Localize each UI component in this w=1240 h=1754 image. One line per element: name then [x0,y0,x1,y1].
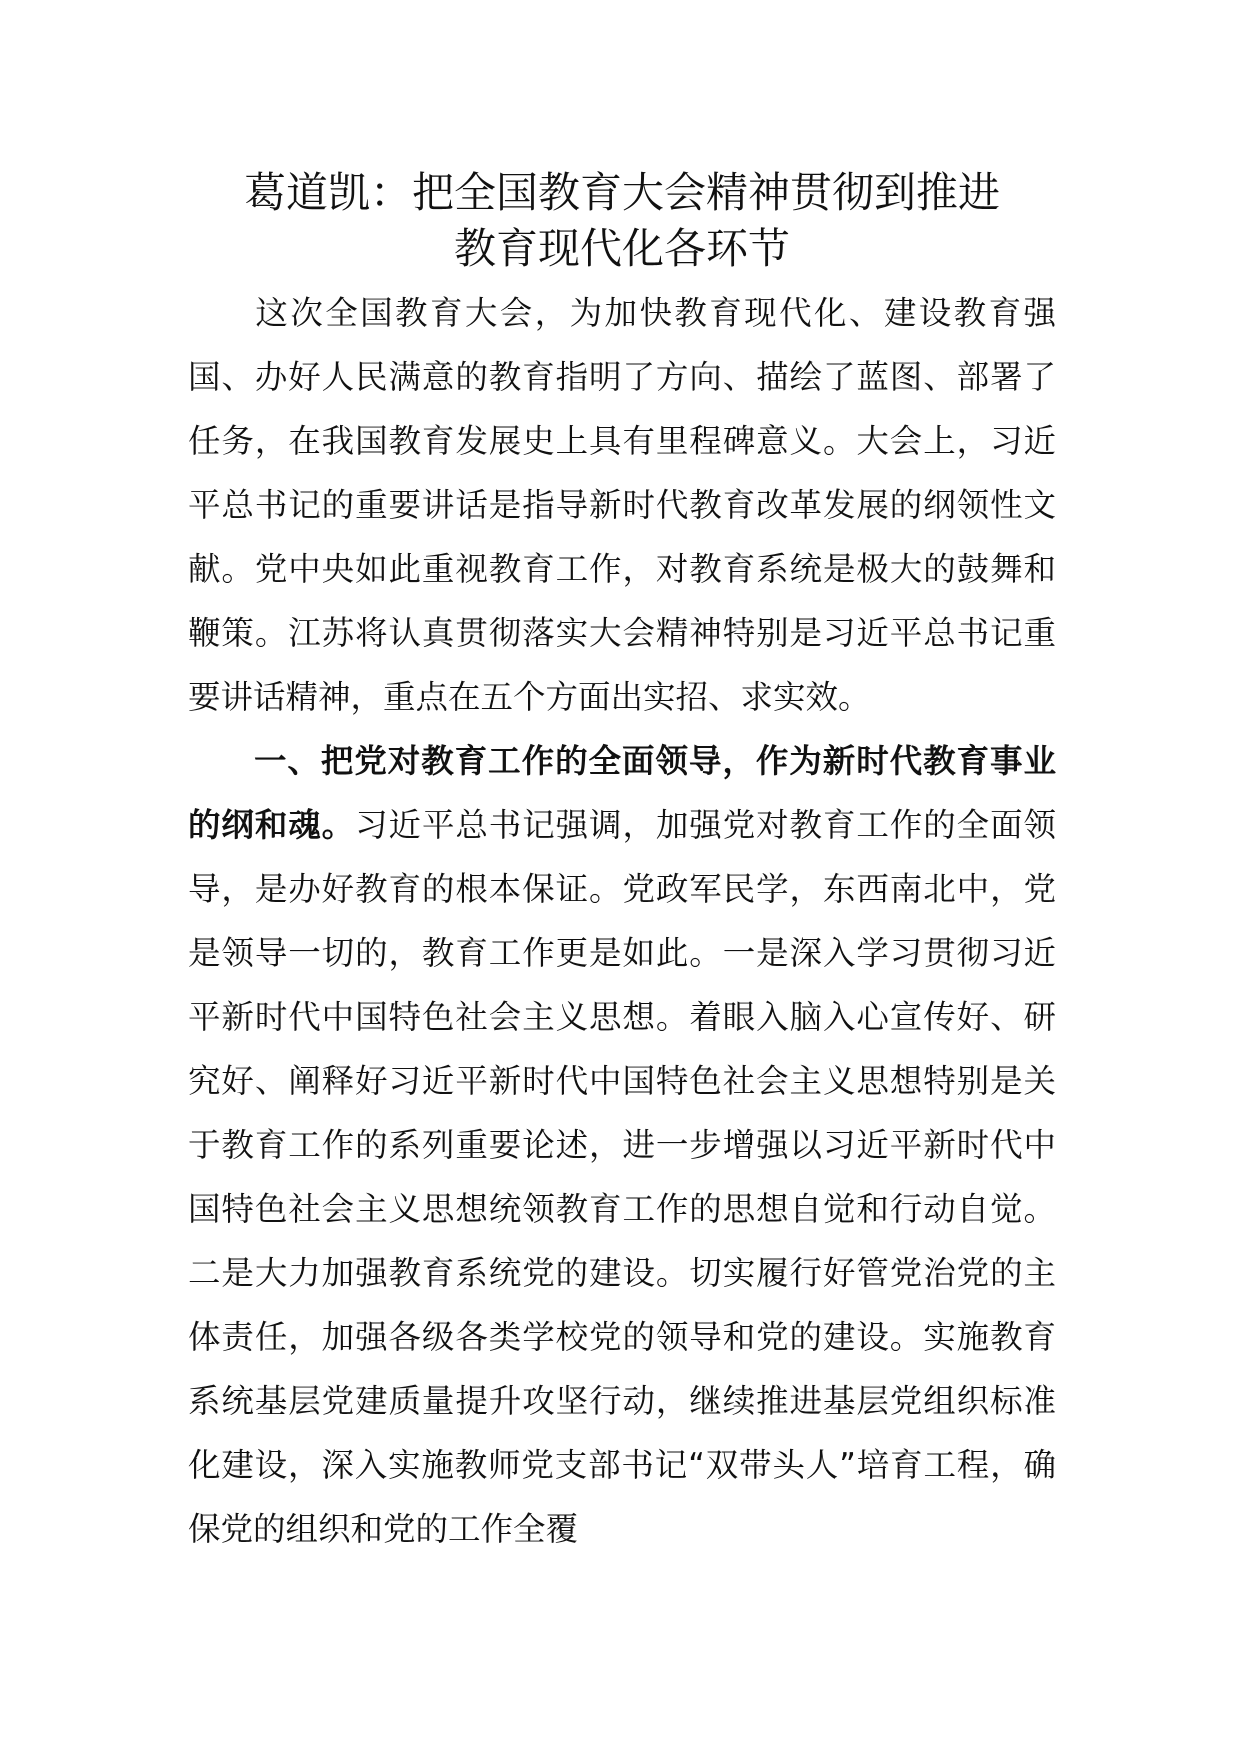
paragraph-section-1 [188,729,1056,1561]
paragraph-intro-text: 这次全国教育大会，为加快教育现代化、建设教育强国、办好人民满意的教育指明了方向、描绘了蓝图、部署了任务，在我国教育发展史上具有里程碑意义。大会上，习近平总书记的重要讲话是指导新时代教育改革发展的纲领性文献。党中央如此重视教育工作，对教育系统是极大的鼓舞和鞭策。江苏将认真贯彻落实大会精神特别是习近平总书记重要讲话精神，重点在五个方面出实招、求实效。 [188,294,1056,716]
paragraph-section-1-text: 习近平总书记强调，加强党对教育工作的全面领导，是办好教育的根本保证。党政军民学，东西南北中，党是领导一切的，教育工作更是如此。一是深入学习贯彻习近平新时代中国特色社会主义思想。着眼入脑入心宣传好、研究好、阐释好习近平新时代中国特色社会主义思想特别是关于教育工作的系列重要论述，进一步增强以习近平新时代中国特色社会主义思想统领教育工作的思想自觉和行动自觉。二是大力加强教育系统党的建设。切实履行好管党治党的主体责任，加强各级各类学校党的领导和党的建设。实施教育系统基层党建质量提升攻坚行动，继续推进基层党组织标准化建设，深入实施教师党支部书记“双带头人”培育工程，确保党的组织和党的工作全覆 [188,806,1056,1548]
title-line-1: 葛道凯：把全国教育大会精神贯彻到推进 [243,168,1000,217]
section-1-heading: 一、把党对教育工作的全面领导，作为新时代教育事业的纲和魂。 [188,742,1056,844]
document-title [188,165,1056,277]
paragraph-intro [188,281,1056,729]
document-body [188,281,1056,1561]
document-page [188,165,1056,1561]
title-line-2: 教育现代化各环节 [453,224,790,273]
